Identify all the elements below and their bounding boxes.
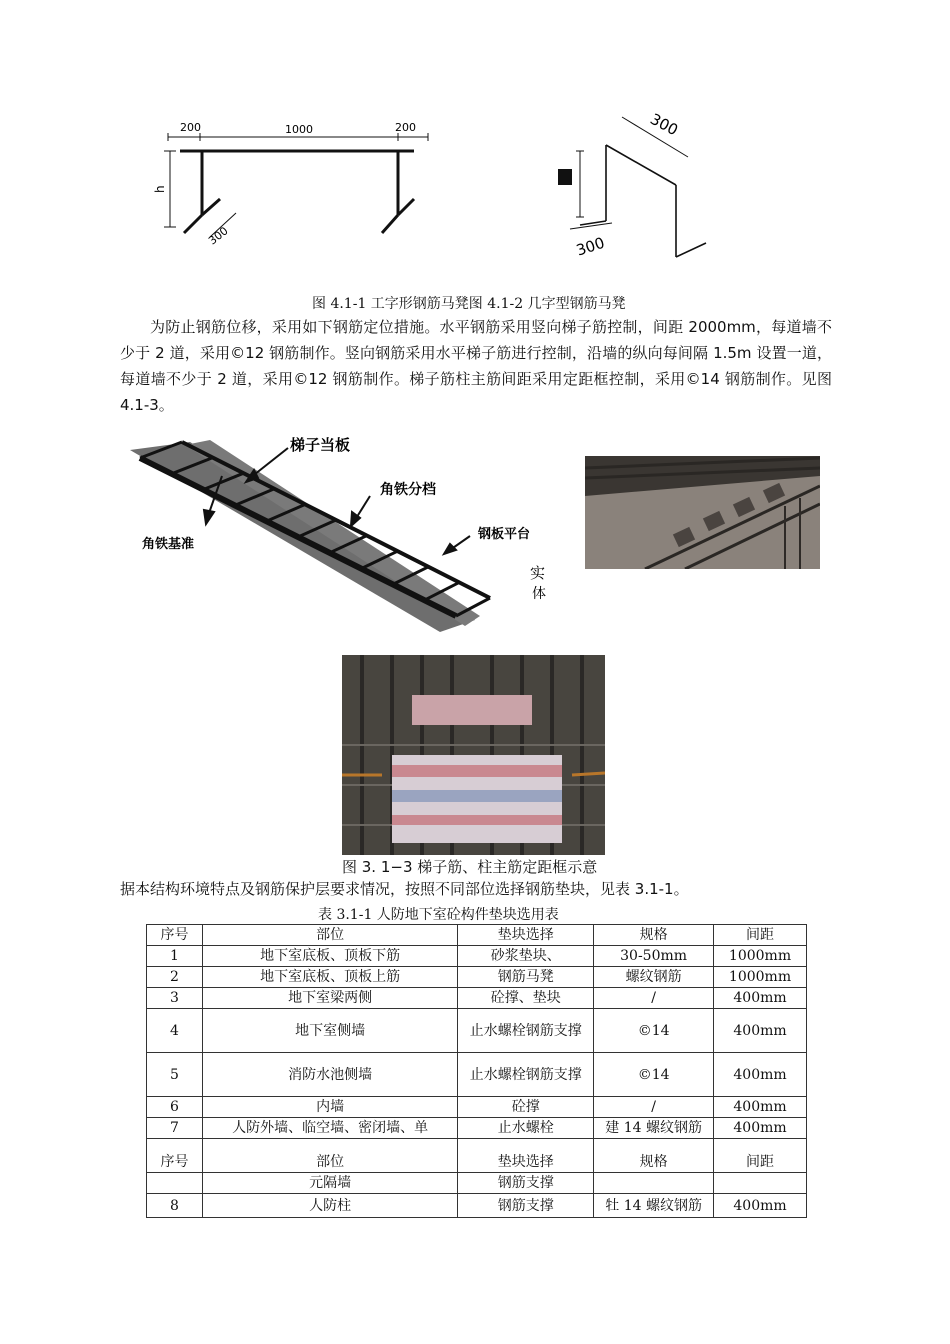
cell: / [594,1097,714,1118]
cell: 砂浆垫块、 [458,946,594,967]
cell: 400mm [714,1053,807,1097]
dim-1000: 1000 [285,123,313,136]
figure-caption-top: 图 4.1-1 工字形钢筋马凳图 4.1-2 几字型钢筋马凳 [312,296,626,312]
cell: 止水螺栓钢筋支撑 [458,1053,594,1097]
dim-200-right: 200 [395,121,416,134]
paragraph-1-text: 为防止钢筋位移，采用如下钢筋定位措施。水平钢筋采用竖向梯子筋控制，间距 2000mm，每道墙不少于 2 道，采用©12 钢筋制作。竖向钢筋采用水平梯子筋进行控制，沿墙的纵向每间隔 1.5m 设置一道，每道墙不少于 2 道，采用©12 钢筋制作。梯子筋柱主筋间距采用定距框控制，采用©14 钢筋制作。见图 4.1-3。 [120,318,832,414]
z-shape-chair-drawing [550,105,720,265]
cell: 砼撑、垫块 [458,988,594,1009]
column-frame-photo [342,655,605,855]
cell: 8 [147,1194,203,1218]
table-header-row [147,925,807,946]
table-caption: 表 3.1-1 人防地下室砼构件垫块选用表 [318,907,559,923]
table-header-row-repeat [147,1139,807,1173]
cell: 7 [147,1118,203,1139]
cell: 地下室梁两侧 [202,988,458,1009]
cell: ©14 [594,1009,714,1053]
ladder-rebar-diagram [130,420,560,635]
cell: 止水螺栓 [458,1118,594,1139]
cell: 4 [147,1009,203,1053]
cell: 6 [147,1097,203,1118]
header-cell: 垫块选择 [458,1139,594,1173]
dim-300-top: 300 [647,109,682,140]
cell: 5 [147,1053,203,1097]
cell: 30-50mm [594,946,714,967]
cell: 1000mm [714,946,807,967]
i-shape-chair-drawing [150,115,440,255]
cell: 牡 14 螺纹钢筋 [594,1194,714,1218]
cell: 消防水池侧墙 [202,1053,458,1097]
paragraph-2-text: 据本结构环境特点及钢筋保护层要求情况，按照不同部位选择钢筋垫块，见表 3.1-1。 [120,880,689,898]
cell: 人防柱 [202,1194,458,1218]
cell: 地下室侧墙 [202,1009,458,1053]
cell: 螺纹钢筋 [594,967,714,988]
header-cell: 规格 [594,1139,714,1173]
cell: ©14 [594,1053,714,1097]
header-cell: 间距 [714,925,807,946]
label-real-1: 实 [530,564,546,582]
cell: 建 14 螺纹钢筋 [594,1118,714,1139]
body-paragraph-2 [120,876,832,902]
cell: 1000mm [714,967,807,988]
header-cell: 序号 [147,1139,203,1173]
cell: 钢筋马凳 [458,967,594,988]
spacer-block-table [146,924,807,1218]
header-cell: 部位 [202,925,458,946]
dim-h: h [153,185,167,193]
cell: 400mm [714,1194,807,1218]
column-frame-photo-art [342,655,605,855]
figure-caption-ladder: 图 3. 1−3 梯子筋、柱主筋定距框示意 [342,858,598,876]
dim-300-bottom: 300 [574,233,607,260]
dim-200-left: 200 [180,121,201,134]
header-cell: 间距 [714,1139,807,1173]
table-row [147,1097,807,1118]
cell: 400mm [714,988,807,1009]
table-row [147,1194,807,1218]
table-row [147,1009,807,1053]
table-row [147,988,807,1009]
cell: 1 [147,946,203,967]
table-row [147,1118,807,1139]
header-cell: 序号 [147,925,203,946]
label-ladder-board: 梯子当板 [290,436,351,454]
cell [147,1173,203,1194]
cell: 400mm [714,1009,807,1053]
table-row [147,967,807,988]
cell: 砼撑 [458,1097,594,1118]
cell: 止水螺栓钢筋支撑 [458,1009,594,1053]
cell [594,1173,714,1194]
cell: 400mm [714,1118,807,1139]
cell: 元隔墙 [202,1173,458,1194]
header-cell: 规格 [594,925,714,946]
cell: 地下室底板、顶板下筋 [202,946,458,967]
table-row [147,1053,807,1097]
cell: 400mm [714,1097,807,1118]
ladder-bar-photo [585,456,820,569]
ladder-bar-photo-art [585,456,820,569]
header-cell: 部位 [202,1139,458,1173]
header-cell: 垫块选择 [458,925,594,946]
cell: 地下室底板、顶板上筋 [202,967,458,988]
label-steel-platform: 钢板平台 [478,527,531,542]
table-row [147,946,807,967]
cell: 3 [147,988,203,1009]
body-paragraph-1 [120,314,832,418]
cell: / [594,988,714,1009]
cell [714,1173,807,1194]
table-row [147,1173,807,1194]
cell: 内墙 [202,1097,458,1118]
cell: 钢筋支撑 [458,1194,594,1218]
cell: 人防外墙、临空墙、密闭墙、单 [202,1118,458,1139]
label-angle-divider: 角铁分档 [380,482,436,498]
dim-300-foot: 300 [206,224,231,248]
cell: 钢筋支撑 [458,1173,594,1194]
label-angle-base: 角铁基准 [142,537,195,552]
label-real-2: 体 [532,586,546,602]
cell: 2 [147,967,203,988]
